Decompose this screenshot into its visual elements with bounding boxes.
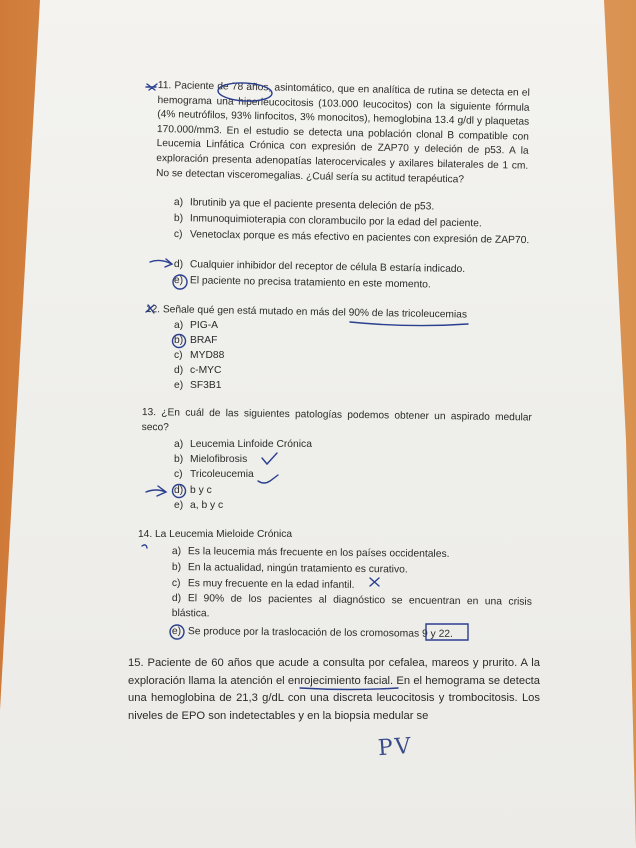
q12-option-a-letter: a) bbox=[174, 320, 184, 331]
q14-option-a-text: Es la leucemia más frecuente en los países occidentales. bbox=[187, 546, 450, 560]
q14-option-b-text: En la actualidad, ningún tratamiento es curativo. bbox=[187, 562, 408, 576]
question-14-number: 14. bbox=[138, 529, 153, 540]
q12-option-b bbox=[174, 334, 217, 349]
q13-option-e-letter: e) bbox=[174, 500, 184, 511]
q13-option-b bbox=[174, 453, 247, 468]
q14-option-e bbox=[172, 625, 453, 643]
q12-option-b-letter: b) bbox=[174, 335, 184, 346]
q14-option-c-text: Es muy frecuente en la edad infantil. bbox=[187, 578, 355, 591]
q11-option-c-text: Venetoclax porque es más efectivo en pacientes con expresión de ZAP70. bbox=[189, 229, 530, 247]
q11-option-e-text: El paciente no precisa tratamiento en este momento. bbox=[189, 275, 431, 291]
q14-option-d bbox=[172, 592, 532, 625]
q12-option-d-text: c-MYC bbox=[190, 365, 222, 376]
q11-option-a-text: Ibrutinib ya que el paciente presenta deleción de p53. bbox=[189, 197, 435, 213]
q14-option-d-letter: d) bbox=[171, 592, 182, 605]
question-11 bbox=[156, 79, 530, 189]
q11-option-d-letter: d) bbox=[173, 258, 184, 271]
q11-option-b-text: Inmunoquimioterapia con clorambucilo por la edad del paciente. bbox=[189, 213, 482, 230]
question-12-number: 12. bbox=[145, 303, 161, 316]
q13-option-b-text: Mielofibrosis bbox=[190, 454, 248, 465]
q14-option-d-text: El 90% de los pacientes al diagnóstico se encuentran en una crisis blástica. bbox=[171, 593, 532, 620]
q12-option-d-letter: d) bbox=[174, 365, 184, 376]
question-13-number: 13. bbox=[141, 406, 157, 419]
q14-option-b bbox=[172, 561, 408, 578]
question-15-number: 15. bbox=[128, 657, 144, 669]
q11-option-b-letter: b) bbox=[173, 212, 184, 225]
question-15 bbox=[128, 655, 540, 725]
q14-option-e-text: Se produce por la traslocación de los cromosomas 9 y 22. bbox=[187, 626, 453, 640]
q12-option-d bbox=[174, 364, 221, 379]
q13-option-d-letter: d) bbox=[174, 485, 184, 496]
q12-option-b-text: BRAF bbox=[190, 335, 218, 346]
q13-option-a-text: Leucemia Linfoide Crónica bbox=[190, 439, 312, 450]
q14-option-e-letter: e) bbox=[171, 625, 182, 638]
q13-option-d-text: b y c bbox=[190, 485, 212, 496]
q13-option-c-text: Tricoleucemia bbox=[190, 469, 254, 480]
question-11-text: Paciente de 78 años, asintomático, que en analítica de rutina se detecta en el hemograma una hiperleucocitosis (103.000 leucocitos) con la siguiente fórmula (4% neutrófilos, 93% linfocitos, 3% monocitos), hemoglobina 13.4 g/dl y plaquetas 170.000/mm3. En el estudio se detecta una población clonal B compatible con Leucemia Linfática Crónica con expresión de ZAP70 y deleción de p53. A la exploración presenta adenopatías laterocervicales y axilares bilaterales de 1 cm. No se detectan visceromegalias. ¿Cuál sería su actitud terapéutica? bbox=[155, 80, 530, 185]
q14-option-a bbox=[172, 545, 450, 563]
q14-option-c-letter: c) bbox=[171, 577, 181, 590]
question-15-text: Paciente de 60 años que acude a consulta por cefalea, mareos y prurito. A la exploración llama la atención el enrojecimiento facial. En el hemograma se detecta una hemoglobina de 21,3 g/dL con una discreta leucocitosis y trombocitosis. Los niveles de EPO son indetectables y en la biopsia medular se bbox=[128, 657, 540, 722]
question-13-text: ¿En cuál de las siguientes patologías podemos obtener un aspirado medular seco? bbox=[141, 407, 532, 433]
q14-option-b-letter: b) bbox=[171, 561, 182, 574]
question-11-number: 11. bbox=[157, 79, 172, 92]
q13-option-a bbox=[174, 438, 312, 453]
q12-option-a bbox=[174, 319, 218, 334]
handwritten-note-pv: PV bbox=[377, 733, 414, 762]
q11-option-e-letter: e) bbox=[173, 274, 184, 287]
q13-option-b-letter: b) bbox=[174, 454, 184, 465]
question-13 bbox=[142, 406, 532, 441]
q14-option-c bbox=[172, 577, 355, 594]
q13-option-e bbox=[174, 499, 223, 514]
question-14-text: La Leucemia Mieloide Crónica bbox=[155, 529, 293, 540]
q12-option-c bbox=[174, 349, 224, 364]
q13-option-c-letter: c) bbox=[174, 469, 183, 480]
question-12-text: Señale qué gen está mutado en más del 90% de las tricoleucemias bbox=[162, 304, 468, 321]
q12-option-c-text: MYD88 bbox=[190, 350, 225, 361]
q13-option-d bbox=[174, 484, 212, 499]
q12-option-c-letter: c) bbox=[174, 350, 183, 361]
q14-option-a-letter: a) bbox=[171, 545, 182, 558]
q12-option-e bbox=[174, 379, 221, 394]
q11-option-c-letter: c) bbox=[173, 228, 183, 241]
q11-option-a-letter: a) bbox=[173, 196, 184, 209]
q13-option-a-letter: a) bbox=[174, 439, 184, 450]
q11-option-e bbox=[174, 274, 431, 293]
q13-option-c bbox=[174, 468, 254, 483]
q12-option-e-letter: e) bbox=[174, 380, 184, 391]
question-14 bbox=[138, 528, 518, 543]
q12-option-a-text: PIG-A bbox=[190, 320, 219, 331]
q13-option-e-text: a, b y c bbox=[190, 500, 224, 511]
q12-option-e-text: SF3B1 bbox=[190, 380, 222, 391]
q11-option-d-text: Cualquier inhibidor del receptor de célula B estaría indicado. bbox=[189, 259, 466, 276]
